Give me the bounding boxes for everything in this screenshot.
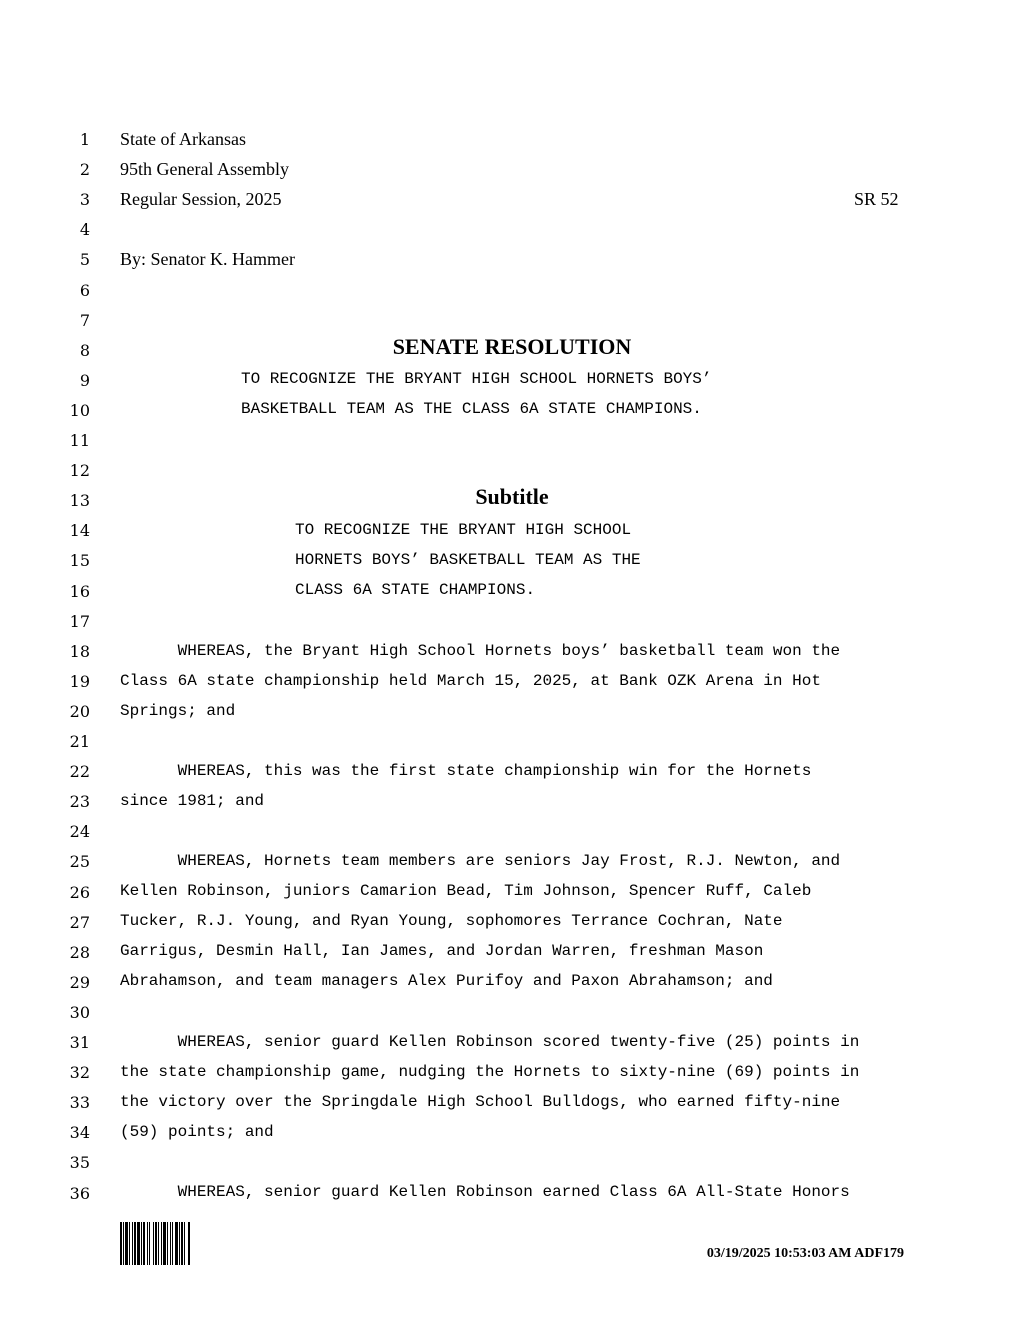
footer-timestamp: 03/19/2025 10:53:03 AM ADF179 (706, 1246, 904, 1261)
body-text: WHEREAS, senior guard Kellen Robinson earned Class 6A All-State Honors (120, 1183, 850, 1201)
line-number: 32 (69, 1063, 90, 1083)
body-text: WHEREAS, senior guard Kellen Robinson scored twenty-five (25) points in (120, 1033, 860, 1051)
header-line-2 (0, 158, 1024, 188)
line-number: 30 (69, 1002, 90, 1022)
subtitle-text: TO RECOGNIZE THE BRYANT HIGH SCHOOL (295, 521, 632, 539)
line-number: 34 (69, 1123, 90, 1143)
line-number: 16 (69, 581, 90, 601)
line-number-row (0, 1151, 1024, 1181)
session-name: Regular Session, 2025 (120, 189, 282, 209)
line-number: 12 (69, 461, 90, 481)
line-number-row (0, 429, 1024, 459)
line-number-row (0, 820, 1024, 850)
line-number: 28 (69, 942, 90, 962)
line-number: 5 (79, 250, 90, 270)
line-number: 19 (69, 671, 90, 691)
line-number: 23 (69, 792, 90, 812)
body-line (0, 1121, 1024, 1151)
body-line (0, 910, 1024, 940)
line-number: 2 (79, 160, 90, 180)
line-number: 11 (69, 431, 90, 450)
body-line (0, 1091, 1024, 1121)
body-text: the state championship game, nudging the Hornets to sixty-nine (69) points in (120, 1063, 860, 1081)
body-text: Garrigus, Desmin Hall, Ian James, and Jordan Warren, freshman Mason (120, 942, 764, 960)
body-line (0, 670, 1024, 700)
line-number: 4 (79, 220, 90, 240)
bill-number: SR 52 (854, 189, 899, 209)
body-line (0, 1061, 1024, 1091)
document-title: SENATE RESOLUTION (392, 334, 632, 359)
body-line (0, 640, 1024, 670)
body-line (0, 700, 1024, 730)
line-number: 20 (69, 701, 90, 721)
line-number-row (0, 279, 1024, 309)
body-text: Springs; and (120, 702, 236, 720)
line-number: 1 (79, 130, 90, 149)
subtitle-line-1 (0, 519, 1024, 549)
line-number: 9 (79, 370, 90, 390)
subtitle-line-3 (0, 579, 1024, 609)
line-number: 10 (69, 400, 90, 420)
subtitle-text: CLASS 6A STATE CHAMPIONS. (295, 581, 536, 599)
line-number: 35 (69, 1153, 90, 1173)
body-text: Kellen Robinson, juniors Camarion Bead, Tim Johnson, Spencer Ruff, Caleb (120, 882, 812, 900)
body-text: WHEREAS, this was the first state championship win for the Hornets (120, 762, 812, 780)
body-line (0, 970, 1024, 1000)
header-line-5 (0, 248, 1024, 278)
line-number: 7 (79, 310, 90, 330)
line-number: 14 (69, 521, 90, 541)
line-number: 21 (69, 732, 90, 751)
body-line (0, 940, 1024, 970)
body-line (0, 850, 1024, 880)
body-line (0, 790, 1024, 820)
line-number: 31 (69, 1033, 90, 1052)
subtitle-line-2 (0, 549, 1024, 579)
line-number-row (0, 1001, 1024, 1031)
line-number-row (0, 730, 1024, 760)
line-number: 22 (69, 762, 90, 782)
line-number: 36 (69, 1183, 90, 1203)
title-line (0, 334, 1024, 368)
line-number: 15 (69, 551, 90, 571)
title-text: BASKETBALL TEAM AS THE CLASS 6A STATE CHAMPIONS. (241, 400, 702, 418)
sponsor: By: Senator K. Hammer (120, 249, 295, 269)
body-line (0, 880, 1024, 910)
state-name: State of Arkansas (120, 129, 246, 149)
line-number: 27 (69, 912, 90, 932)
body-text: (59) points; and (120, 1123, 274, 1141)
title-text-line-1 (0, 368, 1024, 398)
header-line-3 (0, 188, 1024, 218)
title-text-line-2 (0, 398, 1024, 428)
line-number: 18 (69, 641, 90, 661)
line-number: 3 (79, 190, 90, 210)
footer (0, 1222, 1024, 1272)
subtitle-heading-line (0, 484, 1024, 518)
body-text: WHEREAS, Hornets team members are seniors Jay Frost, R.J. Newton, and (120, 852, 841, 870)
header-line-1 (0, 128, 1024, 158)
body-line (0, 1181, 1024, 1211)
subtitle-text: HORNETS BOYS’ BASKETBALL TEAM AS THE (295, 551, 641, 569)
body-text: Tucker, R.J. Young, and Ryan Young, sophomores Terrance Cochran, Nate (120, 912, 783, 930)
line-number: 6 (79, 280, 90, 300)
body-text: the victory over the Springdale High School Bulldogs, who earned fifty-nine (120, 1093, 841, 1111)
body-text: since 1981; and (120, 792, 265, 810)
body-text: Class 6A state championship held March 15, 2025, at Bank OZK Arena in Hot (120, 672, 821, 690)
barcode-icon (120, 1222, 250, 1267)
body-text: WHEREAS, the Bryant High School Hornets boys’ basketball team won the (120, 642, 841, 660)
assembly-name: 95th General Assembly (120, 159, 289, 179)
body-text: Abrahamson, and team managers Alex Purifoy and Paxon Abrahamson; and (120, 972, 773, 990)
line-number: 24 (69, 822, 90, 842)
line-number: 25 (69, 852, 90, 872)
line-number: 17 (69, 611, 90, 631)
title-text: TO RECOGNIZE THE BRYANT HIGH SCHOOL HORNETS BOYS’ (241, 370, 712, 388)
line-number: 33 (69, 1093, 90, 1113)
line-number: 8 (79, 340, 90, 360)
subtitle-heading: Subtitle (475, 484, 549, 509)
line-number: 26 (69, 882, 90, 902)
body-line (0, 1031, 1024, 1061)
line-number-row (0, 610, 1024, 640)
line-number: 13 (69, 491, 90, 511)
line-number-row (0, 218, 1024, 248)
line-number: 29 (69, 972, 90, 992)
body-line (0, 760, 1024, 790)
